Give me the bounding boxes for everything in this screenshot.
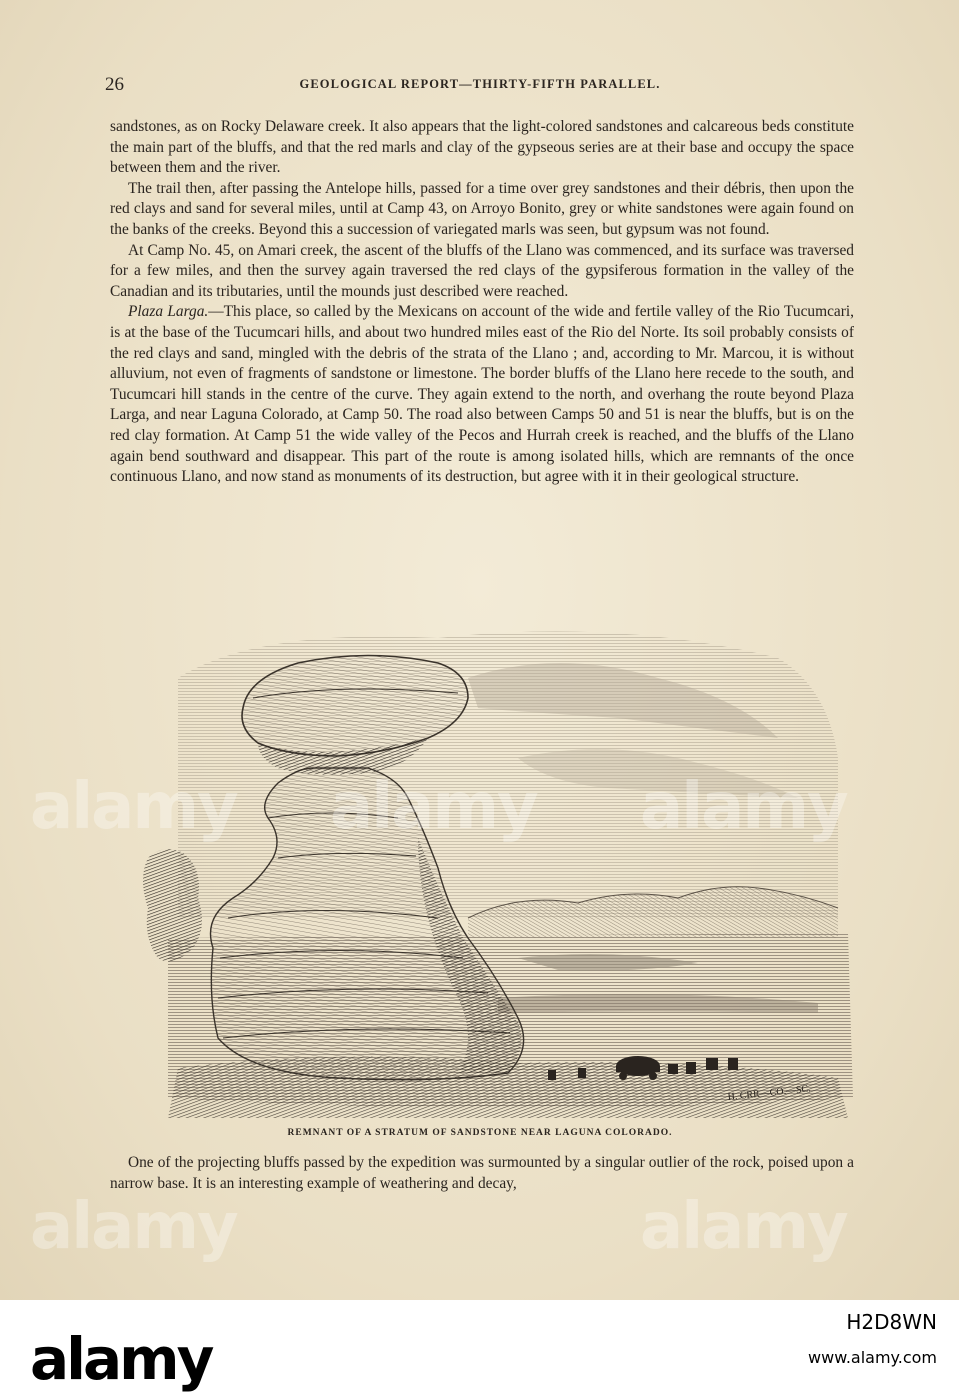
- plaza-larga-heading: Plaza Larga.: [128, 303, 209, 321]
- body-text-top: [110, 117, 854, 488]
- banner-logo: alamy: [30, 1325, 212, 1393]
- figure-caption: REMNANT OF A STRATUM OF SANDSTONE NEAR LAGUNA COLORADO.: [287, 1128, 673, 1138]
- engraver-signature: H. CRR—CO.—SC.: [727, 1083, 812, 1103]
- engraving-illustration: [138, 618, 858, 1123]
- image-id: H2D8WN: [846, 1310, 937, 1334]
- paragraph-plaza-larga: [110, 302, 854, 487]
- page-number: 26: [105, 74, 124, 95]
- watermark: alamy: [330, 770, 537, 844]
- running-head: GEOLOGICAL REPORT—THIRTY-FIFTH PARALLEL.: [299, 77, 661, 91]
- watermark: alamy: [30, 1190, 237, 1264]
- closing-paragraph: One of the projecting bluffs passed by the expedition was surmounted by a singular outlier of the rock, poised upon a narrow base. It is an interesting example of weathering and decay,: [110, 1154, 854, 1192]
- plaza-larga-text: —This place, so called by the Mexicans on account of the wide and fertile valley of the Rio Tucumcari, is at the base of the Tucumcari hills, and about two hundred miles east of the Rio del Norte. Its soil probably consists of the red clays and sand, mingled with the debris of the strata of the Llano ; and, according to Mr. Marcou, it is without alluvium, not even of fragments of sandstone or limestone. The border bluffs of the Llano here recede to the south, and Tucumcari hill stands in the centre of the curve. They again extend to the north, and overhang the route beyond Plaza Larga, and near Laguna Colorado, at Camp 50. The road also between Camps 50 and 51 is near the bluffs, but is on the red clay formation. At Camp 51 the wide valley of the Pecos and Hurrah creek is reached, and the bluffs of the Llano again bend southward and disappear. This part of the route is among isolated hills, which are remnants of the once continuous Llano, and now stand as monuments of its destruction, but agree with it in their geological structure.: [110, 303, 854, 486]
- page-header: [105, 74, 855, 98]
- paragraph-1: sandstones, as on Rocky Delaware creek. It also appears that the light-colored sandstones and calcareous beds constitute the main part of the bluffs, and that the red marls and clay of the gypseous series are at their base and occupy the space between them and the river.: [110, 118, 854, 177]
- stock-banner: [0, 1300, 959, 1393]
- watermark: alamy: [640, 770, 847, 844]
- body-text-bottom: [110, 1153, 854, 1194]
- paragraph-2: The trail then, after passing the Antelope hills, passed for a time over grey sandstones and their débris, then upon the red clays and sand for several miles, until at Camp 43, on Arroyo Bonito, grey or white sandstones were again found on the banks of the creeks. Beyond this a succession of variegated marls was seen, but gypsum was not found.: [110, 179, 854, 238]
- engraving-figure: [138, 618, 858, 1123]
- paragraph-3: At Camp No. 45, on Amari creek, the ascent of the bluffs of the Llano was commenced, and its surface was traversed for a few miles, and then the survey again traversed the red clays of the gypsiferous formation in the valley of the Canadian and its tributaries, until the mounds just described were reached.: [110, 241, 854, 300]
- watermark: alamy: [30, 770, 237, 844]
- banner-url[interactable]: www.alamy.com: [808, 1348, 937, 1367]
- watermark: alamy: [640, 1190, 847, 1264]
